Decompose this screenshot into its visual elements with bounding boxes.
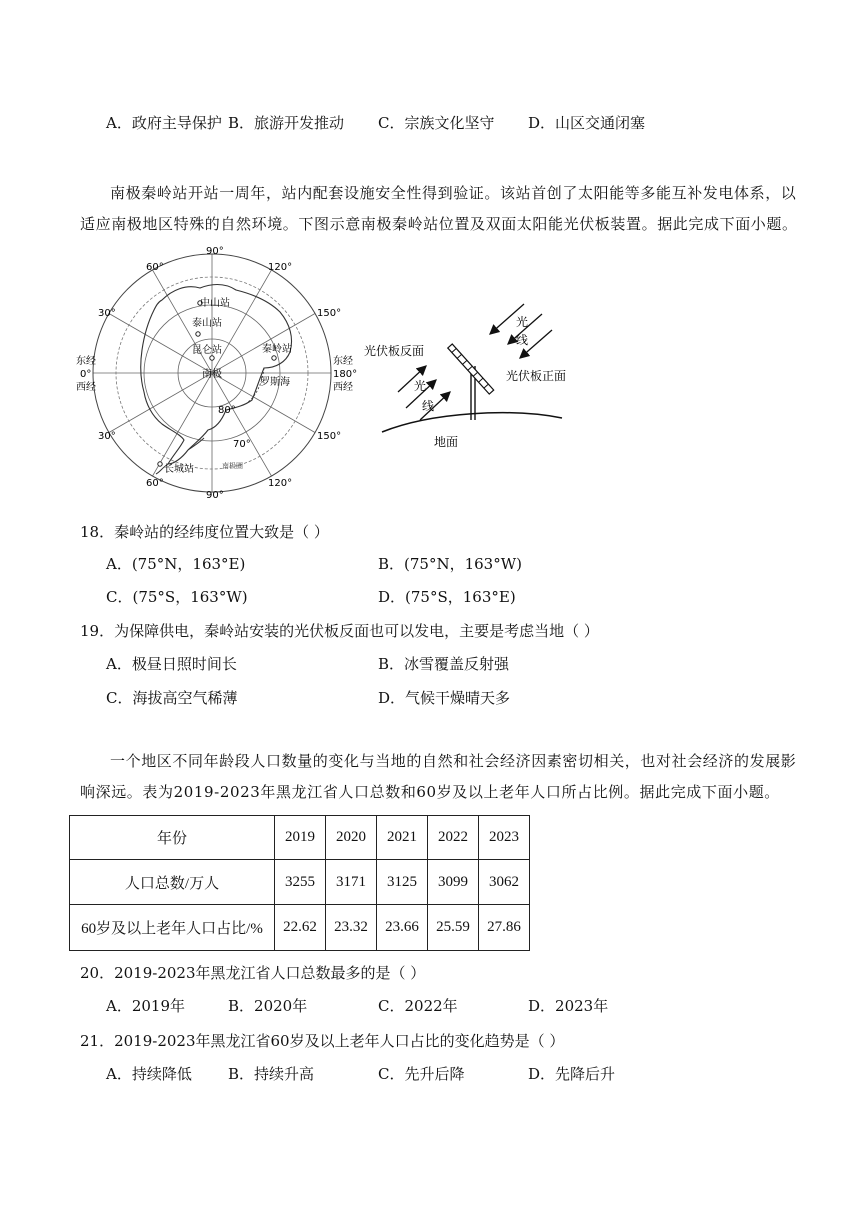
table-cell: 3062 xyxy=(479,860,530,905)
table-year: 2020 xyxy=(326,816,377,860)
table-year: 2019 xyxy=(275,816,326,860)
table-header-row xyxy=(70,816,530,860)
lon-bottom: 90° xyxy=(206,490,224,501)
south-pole-label: 南极 xyxy=(202,369,222,380)
station-zhongshan: 中山站 xyxy=(200,298,230,309)
antarctic-polar-map xyxy=(76,244,366,506)
table-cell: 23.32 xyxy=(326,905,377,951)
lon-right-upper: 150° xyxy=(317,308,342,319)
passage-antarctic-line1: 南极秦岭站开站一周年，站内配套设施安全性得到验证。该站首创了太阳能等多能互补发电体系，以 xyxy=(110,184,797,202)
station-changcheng: 长城站 xyxy=(164,464,194,475)
q18-option-a: A．(75°N，163°E) xyxy=(106,555,246,573)
station-kunlun: 昆仑站 xyxy=(192,345,222,356)
q21-option-c: C．先升后降 xyxy=(378,1065,465,1083)
q18-stem: 18．秦岭站的经纬度位置大致是（ ） xyxy=(80,523,329,541)
q19-option-a: A．极昼日照时间长 xyxy=(106,655,237,673)
taishan-marker xyxy=(196,332,200,336)
population-table xyxy=(69,815,530,951)
panel-back-label: 光伏板反面 xyxy=(364,344,425,358)
passage-population-line2: 响深远。表为2019-2023年黑龙江省人口总数和60岁及以上老年人口所占比例。据此完成下面小题。 xyxy=(80,783,780,801)
light-front-char2: 线 xyxy=(516,333,529,347)
kunlun-marker xyxy=(210,356,214,360)
ross-sea-label: 罗斯海 xyxy=(260,377,290,388)
lon-right-lower: 150° xyxy=(317,431,342,442)
lon-bottom-left: 60° xyxy=(146,478,164,489)
lon-bottom-right: 120° xyxy=(268,478,293,489)
table-cell: 3125 xyxy=(377,860,428,905)
right-180-label: 180° xyxy=(333,369,358,380)
light-arrows-front xyxy=(490,304,552,358)
table-year: 2021 xyxy=(377,816,428,860)
lon-left-upper: 30° xyxy=(98,308,116,319)
q19-option-c: C．海拔高空气稀薄 xyxy=(106,689,238,707)
q19-option-d: D．气候干燥晴天多 xyxy=(378,689,511,707)
q17-option-d: D．山区交通闭塞 xyxy=(528,114,646,132)
passage-population xyxy=(80,746,800,808)
qinling-marker xyxy=(272,356,276,360)
q21-stem: 21．2019-2023年黑龙江省60岁及以上老年人口占比的变化趋势是（ ） xyxy=(80,1032,565,1050)
q20-option-a: A．2019年 xyxy=(106,997,186,1015)
antarctic-circle-label: 南极圈 xyxy=(222,462,243,470)
lat-80-label: 80° xyxy=(218,405,236,416)
table-cell: 3099 xyxy=(428,860,479,905)
q17-option-b: B．旅游开发推动 xyxy=(228,114,345,132)
lon-top-right: 120° xyxy=(268,262,293,273)
table-row-label: 60岁及以上老年人口占比/% xyxy=(70,905,275,951)
ground-label: 地面 xyxy=(434,435,459,449)
table-cell: 23.66 xyxy=(377,905,428,951)
light-front-char1: 光 xyxy=(516,315,529,329)
q21-option-d: D．先降后升 xyxy=(528,1065,616,1083)
q19-option-b: B．冰雪覆盖反射强 xyxy=(378,655,510,673)
passage-antarctic xyxy=(80,178,800,240)
lat-70-label: 70° xyxy=(233,439,251,450)
station-taishan: 泰山站 xyxy=(192,318,222,329)
q20-option-b: B．2020年 xyxy=(228,997,308,1015)
table-cell: 25.59 xyxy=(428,905,479,951)
q18-option-c: C．(75°S，163°W) xyxy=(106,588,248,606)
left-zero-label: 0° xyxy=(80,369,92,380)
passage-antarctic-line2: 适应南极地区特殊的自然环境。下图示意南极秦岭站位置及双面太阳能光伏板装置。据此完成下面小题。 xyxy=(80,215,798,233)
table-cell: 27.86 xyxy=(479,905,530,951)
table-row xyxy=(70,860,530,905)
q17-option-c: C．宗族文化坚守 xyxy=(378,114,495,132)
table-header-label: 年份 xyxy=(70,816,275,860)
q18-option-d: D．(75°S，163°E) xyxy=(378,588,516,606)
q17-option-a: A．政府主导保护 xyxy=(106,114,222,132)
q19-stem: 19．为保障供电，秦岭站安装的光伏板反面也可以发电，主要是考虑当地（ ） xyxy=(80,622,599,640)
light-back-char1: 光 xyxy=(414,379,427,393)
light-back-char2: 线 xyxy=(422,399,435,413)
right-east-label: 东经 xyxy=(333,356,353,367)
table-cell: 22.62 xyxy=(275,905,326,951)
lon-top: 90° xyxy=(206,246,224,257)
ground-line xyxy=(382,413,562,432)
q21-option-a: A．持续降低 xyxy=(106,1065,192,1083)
station-qinling: 秦岭站 xyxy=(262,344,292,355)
table-year: 2022 xyxy=(428,816,479,860)
left-east-label: 东经 xyxy=(76,356,96,367)
q20-stem: 20．2019-2023年黑龙江省人口总数最多的是（ ） xyxy=(80,964,426,982)
left-west-label: 西经 xyxy=(76,382,96,393)
table-row-label: 人口总数/万人 xyxy=(70,860,275,905)
panel-front-label: 光伏板正面 xyxy=(506,369,567,383)
lon-left-lower: 30° xyxy=(98,431,116,442)
table-cell: 3255 xyxy=(275,860,326,905)
changcheng-marker xyxy=(158,462,162,466)
q20-option-d: D．2023年 xyxy=(528,997,609,1015)
q20-option-c: C．2022年 xyxy=(378,997,458,1015)
q21-option-b: B．持续升高 xyxy=(228,1065,315,1083)
q18-option-b: B．(75°N，163°W) xyxy=(378,555,522,573)
solar-panel-diagram xyxy=(362,300,580,450)
table-cell: 3171 xyxy=(326,860,377,905)
table-row xyxy=(70,905,530,951)
table-year: 2023 xyxy=(479,816,530,860)
lon-top-left: 60° xyxy=(146,262,164,273)
passage-population-line1: 一个地区不同年龄段人口数量的变化与当地的自然和社会经济因素密切相关，也对社会经济的发展影 xyxy=(110,752,797,770)
right-west-label: 西经 xyxy=(333,382,353,393)
